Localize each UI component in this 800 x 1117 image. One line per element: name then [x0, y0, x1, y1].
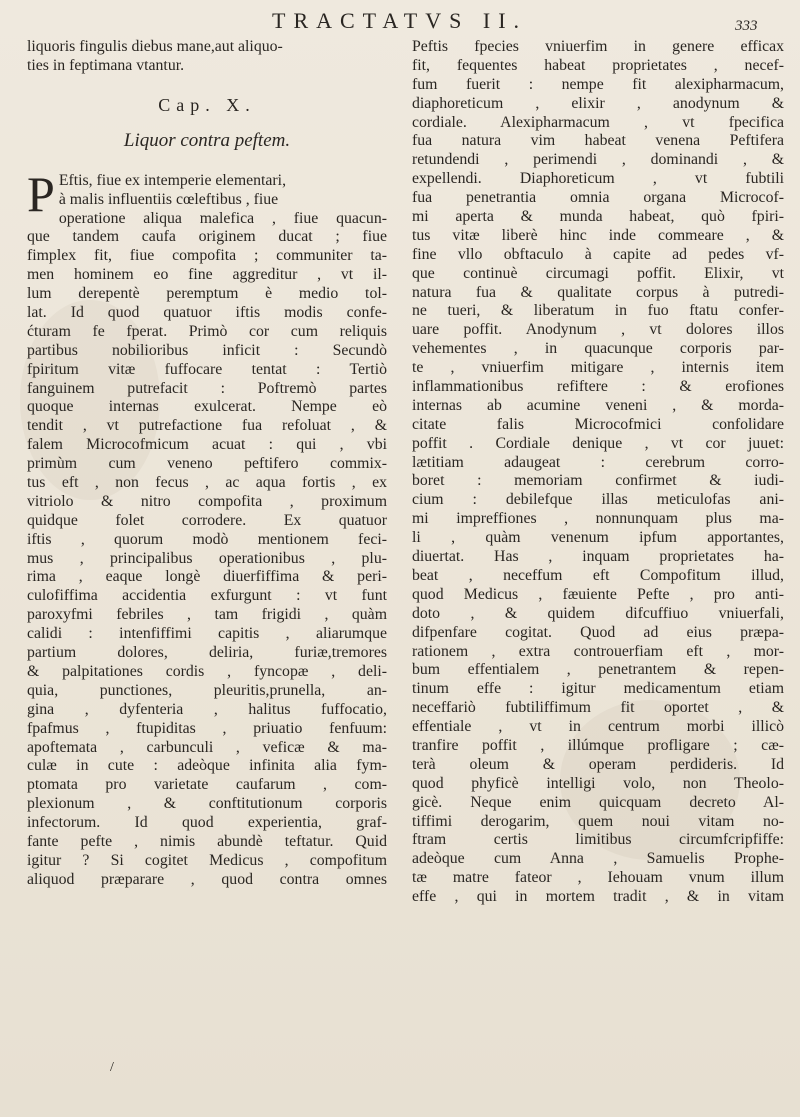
text-line: inflammationibus refiftere : & erofiones — [412, 378, 784, 396]
text-line: expellendi. Diaphoreticum , vt fubtili — [412, 170, 784, 188]
running-title: TRACTATVS II. — [272, 8, 528, 33]
text-line: primùm cum veneno peftifero commix- — [27, 455, 387, 473]
text-line: tus eft , non fecus , ac aqua fortis , ex — [27, 474, 387, 492]
text-line: te , vniuerfim mitigare , internis item — [412, 359, 784, 377]
text-line: à malis influentiis cœleftibus , fiue — [58, 190, 279, 208]
text-line: tus vitæ liberè hinc inde commeare , & — [412, 226, 784, 244]
text-line: apoftemata , carbunculi , veficæ & ma- — [27, 738, 387, 756]
page-header — [0, 8, 800, 38]
text-line: fit, fequentes habeat proprietates , necef- — [412, 56, 784, 74]
text-line: Peftis fpecies vniuerfim in genere efficax — [412, 38, 784, 55]
text-line: lum derepentè peremptum è medio tol- — [27, 285, 387, 303]
text-line: diaphoreticum , elixir , anodynum & — [412, 94, 784, 112]
text-line: culofiffima accidentia exfurgunt : vt funt — [27, 587, 387, 605]
text-line: vehementes , in quacunque corporis par- — [412, 340, 784, 358]
text-line: calidi : intenfiffimi capitis , aliarumque — [27, 625, 387, 643]
text-line: internas ab acumine veneni , & morda- — [412, 396, 784, 414]
text-line: doto , & quidem difcuffiuo vniuerfali, — [412, 604, 784, 622]
text-line: diuertat. Has , inquam proprietates ha- — [412, 548, 784, 566]
text-line: terà oleum & operam perdideris. Id — [412, 755, 784, 773]
text-line: fpafmus , ftupiditas , priuatio fenfuum: — [27, 719, 387, 737]
text-line: quoque internas exulcerat. Nempe eò — [27, 398, 387, 416]
right-column — [412, 38, 784, 1078]
text-line: tranfire poffit , illúmque profligare ; cæ- — [412, 736, 784, 754]
text-line: liquoris fingulis diebus mane,aut aliquo- — [27, 38, 283, 55]
text-line: vitriolo & nitro compofita , proximum — [27, 492, 387, 510]
text-line: falem Microcofmicum acuat : qui , vbi — [27, 436, 387, 454]
text-line: quia, punctiones, pleuritis,prunella, an- — [27, 681, 387, 699]
text-line: plexionum , & conftitutionum corporis — [27, 795, 387, 813]
text-line: neceffariò fubtiliffimum fit oportet , & — [412, 699, 784, 717]
text-line: tæ matre fateor , Iehouam vnum illum — [412, 869, 784, 887]
text-line: fua natura vim habeat venena Peftifera — [412, 132, 784, 150]
text-line: ćturam fe fperat. Primò cor cum reliquis — [27, 322, 387, 340]
text-line: mus , principalibus operationibus , plu- — [27, 549, 387, 567]
text-line: que continuè circumagi poffit. Elixir, vt — [412, 264, 784, 282]
text-line: fpiritum vitæ fuffocare tentat : Tertiò — [27, 360, 387, 378]
text-line: retundendi , perimendi , dominandi , & — [412, 151, 784, 169]
text-line: & palpitationes cordis , fyncopæ , deli- — [27, 662, 387, 680]
text-line: fanguinem putrefacit : Poftremò partes — [27, 379, 387, 397]
text-line: boret : memoriam confirmet & iudi- — [412, 472, 784, 490]
text-line: tiffimi derogarim, quem noui vitam no- — [412, 812, 784, 830]
text-line: li , quàm venenum ipfum apportantes, — [412, 529, 784, 547]
text-line: effe , qui in mortem tradit , & in vitam — [412, 888, 784, 906]
text-line: ftram certis limitibus circumfcripfiffe: — [412, 831, 784, 849]
text-line: adeòque cum Anna , Samuelis Prophe- — [412, 850, 784, 868]
text-line: natura fua & qualitate corpus à putredi- — [412, 283, 784, 301]
text-line: fine vllo obftaculo à capite ad pedes vf- — [412, 245, 784, 263]
text-line: poffit . Cordiale denique , vt cor juuet: — [412, 434, 784, 452]
text-line: partibus nobilioribus inficit : Secundò — [27, 341, 387, 359]
text-line: mi impreffiones , nonnunquam plus ma- — [412, 510, 784, 528]
text-line: lætitiam adaugeat : cerebrum corro- — [412, 453, 784, 471]
text-line: quidque folet corrodere. Ex quatuor — [27, 511, 387, 529]
text-line: gina , dyfenteria , halitus fuffocatio, — [27, 700, 387, 718]
text-line: infectorum. Id quod experientia, graf- — [27, 814, 387, 832]
text-line: rima , eaque longè diuerfiffima & peri- — [27, 568, 387, 586]
text-line: quod Medicus , fæuiente Pefte , pro anti- — [412, 585, 784, 603]
text-line: uare poffit. Anodynum , vt dolores illos — [412, 321, 784, 339]
catchword: / — [110, 1060, 114, 1075]
text-line: igitur ? Si cogitet Medicus , compofitum — [27, 851, 387, 869]
text-line: ptomata pro varietate caufarum , com- — [27, 776, 387, 794]
text-line: men hominem eo fine aggreditur , vt il- — [27, 266, 387, 284]
text-line: cordiale. Alexipharmacum , vt fpecifica — [412, 113, 784, 131]
text-line: paroxyfmi febriles , tam frigidi , quàm — [27, 606, 387, 624]
text-line: quod phyficè intelligi volo, non Theolo- — [412, 774, 784, 792]
text-line: Eftis, fiue ex intemperie elementari, — [58, 171, 287, 189]
text-line: que tandem caufa originem ducat ; fiue — [27, 228, 387, 246]
text-line: cium : debilefque illas meticulofas ani- — [412, 491, 784, 509]
page-number: 333 — [735, 18, 758, 34]
text-line: citate falis Microcofmici confolidare — [412, 415, 784, 433]
left-body-text — [27, 210, 387, 890]
right-body-text — [412, 38, 784, 907]
text-line: bum effentialem , penetrantem & repen- — [412, 661, 784, 679]
text-line: aliquod præparare , quod contra omnes — [27, 870, 387, 888]
text-line: tendit , vt putrefactione fua refoluat , & — [27, 417, 387, 435]
text-line: ne tueri, & liberatum in fuo ftatu confer- — [412, 302, 784, 320]
text-line: ties in feptimana vtantur. — [27, 56, 185, 74]
text-line: fum fuerit : nempe fit alexipharmacum, — [412, 75, 784, 93]
chapter-title: Liquor contra peftem. — [123, 129, 291, 151]
text-line: operatione aliqua malefica , fiue quacun- — [58, 209, 387, 227]
text-line: partium dolores, deliria, furiæ,tremores — [27, 644, 387, 662]
left-column — [27, 38, 387, 1073]
text-line: effentiale , vt in centrum morbi illicò — [412, 718, 784, 736]
text-line: fua penetrantia omnia organa Microcof- — [412, 189, 784, 207]
drop-cap: P — [27, 165, 55, 222]
text-line: rationem , extra controuerfiam eft , mor- — [412, 642, 784, 660]
text-line: gicè. Neque enim quicquam decreto Al- — [412, 793, 784, 811]
chapter-heading: Cap. X. — [158, 94, 256, 115]
text-line: mi aperta & munda habeat, quò fpiri- — [412, 208, 784, 226]
text-line: lat. Id quod quatuor iftis modis confe- — [27, 304, 387, 322]
text-line: fante pefte , nimis abundè teftatur. Quid — [27, 832, 387, 850]
text-line: beat , neceffum eft Compofitum illud, — [412, 566, 784, 584]
text-line: iftis , quorum modò mentionem feci- — [27, 530, 387, 548]
text-line: culæ in cute : adeòque infinita alia fym- — [27, 757, 387, 775]
text-line: tinum effe : igitur medicamentum etiam — [412, 680, 784, 698]
text-line: fimplex fit, fiue compofita ; communiter ta- — [27, 247, 387, 265]
text-line: difpenfare cogitat. Quod ad eius præpa- — [412, 623, 784, 641]
